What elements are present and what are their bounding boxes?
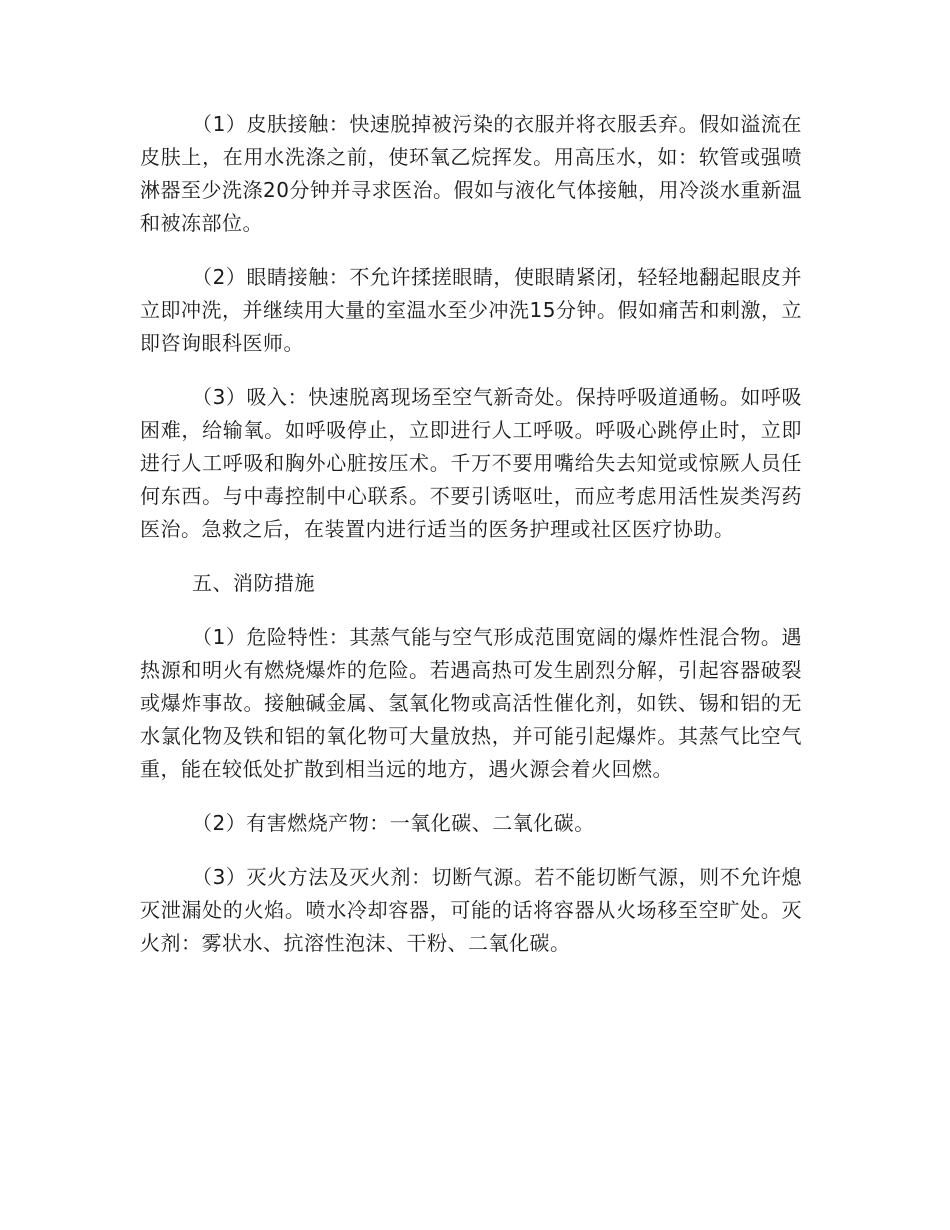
paragraph-hazard-characteristics: （1）危险特性：其蒸气能与空气形成范围宽阔的爆炸性混合物。遇热源和明火有燃烧爆炸的危险。若遇高热可发生剧烈分解，引起容器破裂或爆炸事故。接触碱金属、氢氧化物或高活性催化剂，如铁、锡和铝的无水氯化物及铁和铝的氧化物可大量放热，并可能引起爆炸。其蒸气比空气重，能在较低处扩散到相当远的地方，遇火源会着火回燃。 xyxy=(140,625,802,781)
paragraph-inhalation: （3）吸入：快速脱离现场至空气新奇处。保持呼吸道通畅。如呼吸困难，给输氧。如呼吸停止，立即进行人工呼吸。呼吸心跳停止时，立即进行人工呼吸和胸外心脏按压术。千万不要用嘴给失去知觉或惊厥人员任何东西。与中毒控制中心联系。不要引诱呕吐，而应考虑用活性炭类泻药医治。急救之后，在装置内进行适当的医务护理或社区医疗协助。 xyxy=(140,385,802,541)
document-body xyxy=(140,108,802,960)
paragraph-combustion-products: （2）有害燃烧产物：一氧化碳、二氧化碳。 xyxy=(192,811,595,835)
section-heading-fire-measures: 五、消防措施 xyxy=(192,571,315,595)
paragraph-extinguishing-methods: （3）灭火方法及灭火剂：切断气源。若不能切断气源，则不允许熄灭泄漏处的火焰。喷水冷却容器，可能的话将容器从火场移至空旷处。灭火剂：雾状水、抗溶性泡沫、干粉、二氧化碳。 xyxy=(140,865,802,955)
paragraph-skin-contact: （1）皮肤接触：快速脱掉被污染的衣服并将衣服丢弃。假如溢流在皮肤上，在用水洗涤之前，使环氧乙烷挥发。用高压水，如：软管或强喷淋器至少洗涤20分钟并寻求医治。假如与液化气体接触，用冷淡水重新温和被冻部位。 xyxy=(140,112,802,235)
paragraph-eye-contact: （2）眼睛接触：不允许揉搓眼睛，使眼睛紧闭，轻轻地翻起眼皮并立即冲洗，并继续用大量的室温水至少冲洗15分钟。假如痛苦和刺激，立即咨询眼科医师。 xyxy=(140,265,802,355)
